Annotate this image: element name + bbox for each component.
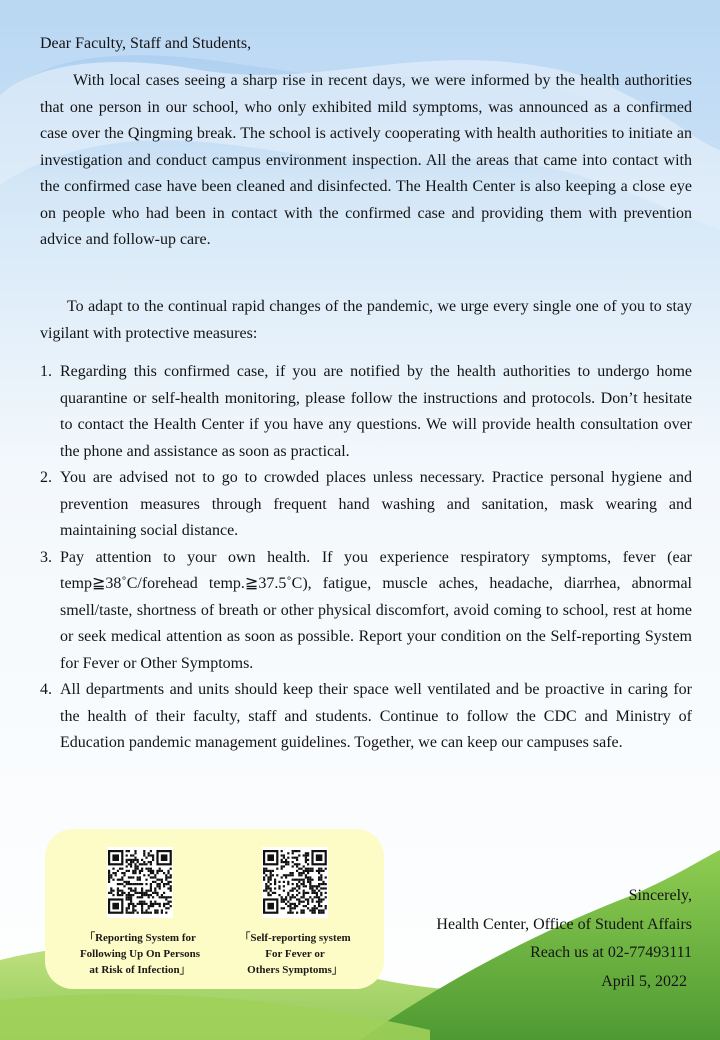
list-item-number: 2. bbox=[40, 469, 52, 486]
contact-phone: Reach us at 02-77493111 bbox=[530, 944, 692, 961]
urge-paragraph: To adapt to the continual rapid changes of the pandemic, we urge every single one of you to stay vigilant with protective measures: bbox=[40, 298, 692, 342]
letter-date: April 5, 2022 bbox=[601, 972, 687, 990]
list-item-number: 1. bbox=[40, 363, 52, 380]
qr-caption-fever-reporting bbox=[220, 930, 370, 978]
letter-closing bbox=[436, 882, 692, 996]
qr-caption-line: 「Reporting System for bbox=[84, 932, 196, 944]
list-item-text: You are advised not to go to crowded places unless necessary. Practice personal hygiene and prevention measures through frequent hand washing and sanitation, mask wearing and maintaining social distance. bbox=[60, 469, 692, 539]
list-item-number: 4. bbox=[40, 681, 52, 698]
qr-caption-line: at Risk of Infection」 bbox=[89, 964, 191, 976]
qr-caption-risk-reporting bbox=[65, 930, 215, 978]
list-item bbox=[40, 677, 692, 757]
letter-greeting: Dear Faculty, Staff and Students, bbox=[40, 35, 252, 52]
qr-caption-line: For Fever or bbox=[265, 948, 325, 960]
list-item bbox=[40, 545, 692, 678]
qr-code-fever-reporting[interactable] bbox=[262, 847, 328, 918]
sign-off: Sincerely, bbox=[628, 887, 692, 904]
qr-caption-line: 「Self-reporting system bbox=[239, 932, 351, 944]
list-item bbox=[40, 465, 692, 545]
qr-caption-line: Following Up On Persons bbox=[79, 948, 201, 960]
list-item-text: Pay attention to your own health. If you experience respiratory symptoms, fever (ear temp≧38˚C/forehead temp.≧37.5˚C), fatigue, muscle aches, headache, diarrhea, abnormal smell/taste, shortness of breath or other physical discomfort, avoid coming to school, rest at home or seek medical attention as soon as possible. Report your condition on the Self-reporting System for Fever or Other Symptoms. bbox=[60, 548, 692, 672]
qr-caption-line: Others Symptoms」 bbox=[247, 964, 343, 976]
qr-code-risk-reporting[interactable] bbox=[107, 847, 173, 918]
list-item-text: Regarding this confirmed case, if you are notified by the health authorities to undergo home quarantine or self-health monitoring, please follow the instructions and protocols. Don’t hesitate to contact the Health Center if you have any questions. We will provide health consultation over the phone and assistance as soon as practical. bbox=[60, 363, 692, 460]
list-item bbox=[40, 359, 692, 465]
sender-name: Health Center, Office of Student Affairs bbox=[436, 915, 692, 933]
qr-code-panel bbox=[45, 829, 384, 989]
intro-paragraph: With local cases seeing a sharp rise in recent days, we were informed by the health authorities that one person in our school, who only exhibited mild symptoms, was announced as a confirmed case over the Qingming break. The school is actively cooperating with health authorities to initiate an investigation and conduct campus environment inspection. All the areas that came into contact with the confirmed case have been cleaned and disinfected. The Health Center is also keeping a close eye on people who had been in contact with the confirmed case and providing them with prevention advice and follow-up care. bbox=[40, 72, 692, 248]
list-item-text: All departments and units should keep their space well ventilated and be proactive in caring for the health of their faculty, staff and students. Continue to follow the CDC and Ministry of Education pandemic management guidelines. Together, we can keep our campuses safe. bbox=[60, 681, 692, 751]
protective-measures-list bbox=[40, 359, 692, 757]
list-item-number: 3. bbox=[40, 548, 52, 566]
qr-block-risk-reporting bbox=[65, 847, 215, 978]
qr-block-fever-reporting bbox=[220, 847, 370, 978]
